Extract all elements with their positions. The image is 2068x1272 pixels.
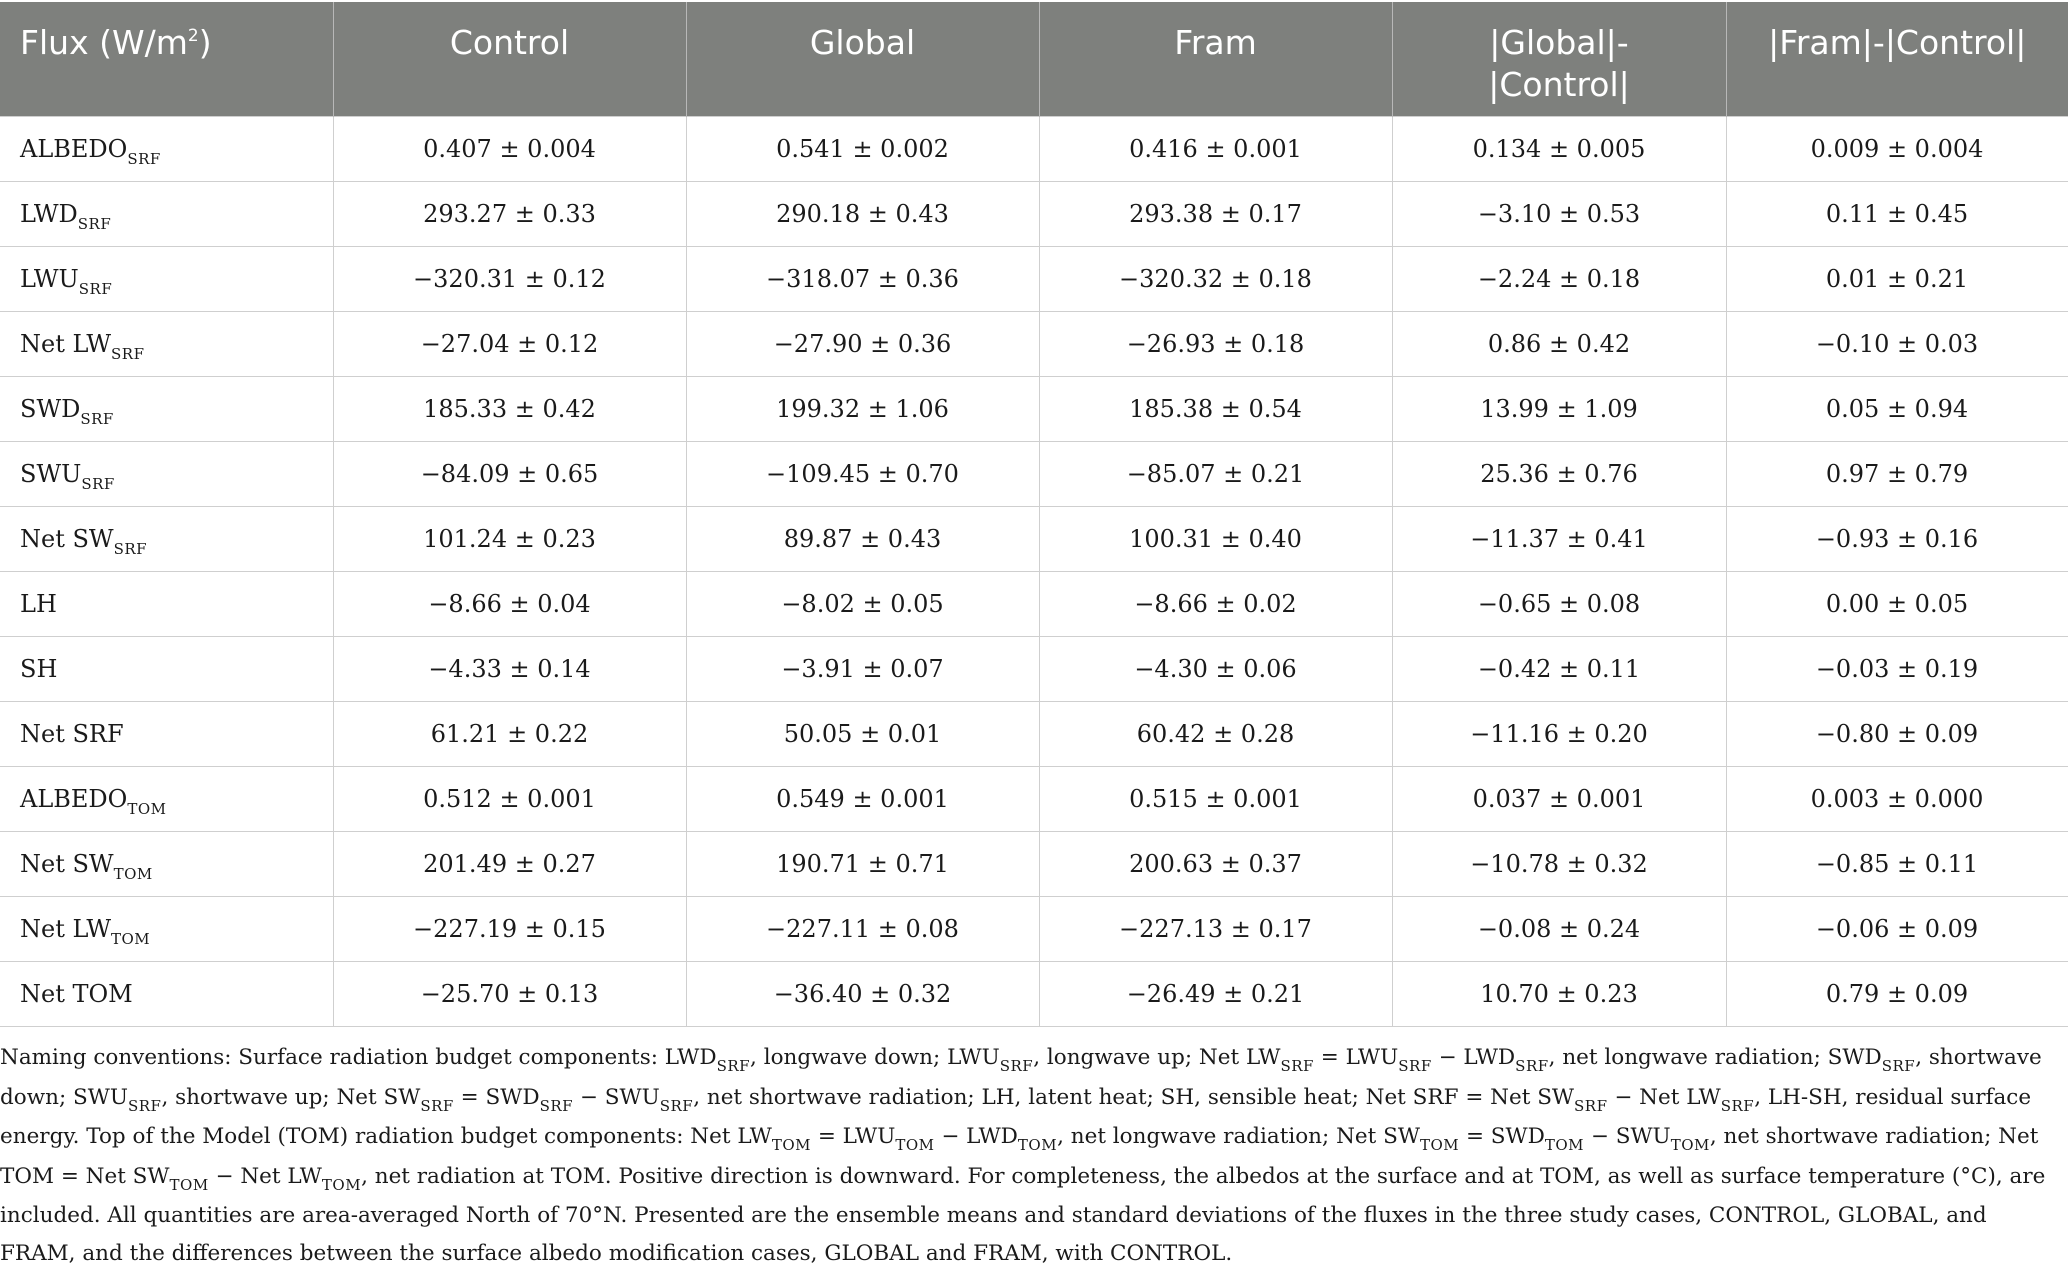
cell-global-diff: −11.16 ± 0.20	[1392, 701, 1726, 766]
row-label	[0, 766, 333, 831]
row-label-subscript: SRF	[78, 279, 113, 298]
row-label	[0, 636, 333, 701]
row-label	[0, 961, 333, 1026]
table-row	[0, 311, 2068, 376]
cell-fram-diff: −0.85 ± 0.11	[1726, 831, 2068, 896]
cell-control: 101.24 ± 0.23	[333, 506, 686, 571]
cell-control: 0.512 ± 0.001	[333, 766, 686, 831]
row-label	[0, 441, 333, 506]
cell-global-diff: −3.10 ± 0.53	[1392, 181, 1726, 246]
table-row	[0, 896, 2068, 961]
row-label	[0, 181, 333, 246]
cell-global: −36.40 ± 0.32	[686, 961, 1039, 1026]
cell-fram-diff: −0.06 ± 0.09	[1726, 896, 2068, 961]
cell-global: −318.07 ± 0.36	[686, 246, 1039, 311]
row-label	[0, 701, 333, 766]
cell-global: −3.91 ± 0.07	[686, 636, 1039, 701]
cell-global-diff: 0.86 ± 0.42	[1392, 311, 1726, 376]
row-label-subscript: SRF	[111, 344, 145, 363]
row-label-main: Net LW	[20, 329, 111, 358]
cell-fram: −227.13 ± 0.17	[1039, 896, 1392, 961]
row-label-main: Net SW	[20, 849, 114, 878]
cell-control: −25.70 ± 0.13	[333, 961, 686, 1026]
cell-global: 89.87 ± 0.43	[686, 506, 1039, 571]
row-label-subscript: SRF	[127, 149, 161, 168]
cell-fram: −85.07 ± 0.21	[1039, 441, 1392, 506]
row-label-subscript: SRF	[113, 539, 148, 558]
cell-control: 61.21 ± 0.22	[333, 701, 686, 766]
row-label-main: ALBEDO	[20, 134, 128, 163]
row-label	[0, 246, 333, 311]
cell-global: −8.02 ± 0.05	[686, 571, 1039, 636]
row-label	[0, 831, 333, 896]
cell-fram: −320.32 ± 0.18	[1039, 246, 1392, 311]
cell-fram-diff: −0.80 ± 0.09	[1726, 701, 2068, 766]
cell-global: 190.71 ± 0.71	[686, 831, 1039, 896]
cell-control: −84.09 ± 0.65	[333, 441, 686, 506]
row-label-subscript: TOM	[113, 864, 153, 883]
cell-global-diff: −0.65 ± 0.08	[1392, 571, 1726, 636]
cell-global-diff: 0.037 ± 0.001	[1392, 766, 1726, 831]
row-label	[0, 896, 333, 961]
table-row	[0, 766, 2068, 831]
cell-fram-diff: 0.003 ± 0.000	[1726, 766, 2068, 831]
row-label	[0, 311, 333, 376]
table-row	[0, 246, 2068, 311]
cell-global-diff: 0.134 ± 0.005	[1392, 116, 1726, 181]
row-label-main: Net LW	[20, 914, 111, 943]
row-label-main: SH	[20, 654, 58, 683]
cell-fram: −26.93 ± 0.18	[1039, 311, 1392, 376]
cell-fram-diff: 0.009 ± 0.004	[1726, 116, 2068, 181]
cell-control: 185.33 ± 0.42	[333, 376, 686, 441]
row-label-main: SWD	[20, 394, 81, 423]
header-fram: Fram	[1039, 2, 1392, 116]
row-label-subscript: SRF	[80, 409, 114, 428]
cell-global-diff: 25.36 ± 0.76	[1392, 441, 1726, 506]
cell-fram-diff: 0.79 ± 0.09	[1726, 961, 2068, 1026]
cell-fram-diff: 0.00 ± 0.05	[1726, 571, 2068, 636]
cell-fram: 0.416 ± 0.001	[1039, 116, 1392, 181]
header-global-minus-control: |Global|- |Control|	[1392, 2, 1726, 116]
cell-global-diff: 13.99 ± 1.09	[1392, 376, 1726, 441]
cell-global: 199.32 ± 1.06	[686, 376, 1039, 441]
cell-fram: 200.63 ± 0.37	[1039, 831, 1392, 896]
row-label-main: Net SW	[20, 524, 114, 553]
cell-global-diff: −10.78 ± 0.32	[1392, 831, 1726, 896]
row-label-main: Net SRF	[20, 719, 124, 748]
cell-fram: −4.30 ± 0.06	[1039, 636, 1392, 701]
cell-control: −27.04 ± 0.12	[333, 311, 686, 376]
row-label-main: LWD	[20, 199, 78, 228]
row-label-main: LWU	[20, 264, 79, 293]
cell-control: 201.49 ± 0.27	[333, 831, 686, 896]
cell-fram-diff: −0.93 ± 0.16	[1726, 506, 2068, 571]
cell-global-diff: −0.42 ± 0.11	[1392, 636, 1726, 701]
table-footnote: Naming conventions: Surface radiation budget components: $LWD_{SRF}$, longwave down; $LWU_{SRF}$, longwave up; Net $LW_{SRF} = LWU_{SRF} - LWD_{SRF}$, net longwave radiation; $SWD_{SRF}$, shortwave down; $SWU_{SRF}$, shortwave up; Net $SW_{SRF} = SWD_{SRF} - SWU_{SRF}$, net shortwave radiation; LH, latent heat; SH, sensible heat; Net SRF = Net $SW_{SRF}$ − Net $LW_{SRF}$, LH-SH, residual surface energy. Top of the Model (TOM) radiation budget components: Net $LW_{TOM} = LWU_{TOM} - LWD_{TOM}$, net longwave radiation; Net $SW_{TOM} = SWD_{TOM} - SWU_{TOM}$, net shortwave radiation; Net TOM = Net $SW_{TOM}$ − Net $LW_{TOM}$, net radiation at TOM. Positive direction is downward. For completeness, the albedos at the surface and at TOM, as well as surface temperature (°C), are included. All quantities are area-averaged North of 70°N. Presented are the ensemble means and standard deviations of the fluxes in the three study cases, CONTROL, GLOBAL, and FRAM, and the differences between the surface albedo modification cases, GLOBAL and FRAM, with CONTROL.	[0, 1045, 2046, 1266]
row-label-main: ALBEDO	[20, 784, 128, 813]
header-fram-minus-control: |Fram|-|Control|	[1726, 2, 2068, 116]
row-label-subscript: TOM	[127, 799, 167, 818]
cell-control: 293.27 ± 0.33	[333, 181, 686, 246]
table-header	[0, 2, 2068, 116]
cell-global: 0.549 ± 0.001	[686, 766, 1039, 831]
row-label-subscript: SRF	[77, 214, 112, 233]
row-label	[0, 376, 333, 441]
cell-control: −4.33 ± 0.14	[333, 636, 686, 701]
header-global: Global	[686, 2, 1039, 116]
cell-fram: 0.515 ± 0.001	[1039, 766, 1392, 831]
row-label-subscript: SRF	[81, 474, 115, 493]
row-label-main: SWU	[20, 459, 82, 488]
table-row	[0, 181, 2068, 246]
table-row	[0, 506, 2068, 571]
cell-fram: 60.42 ± 0.28	[1039, 701, 1392, 766]
cell-fram-diff: 0.97 ± 0.79	[1726, 441, 2068, 506]
cell-global: 290.18 ± 0.43	[686, 181, 1039, 246]
cell-fram: −26.49 ± 0.21	[1039, 961, 1392, 1026]
row-label	[0, 506, 333, 571]
row-label-main: Net TOM	[20, 979, 133, 1008]
cell-global: −227.11 ± 0.08	[686, 896, 1039, 961]
cell-global-diff: 10.70 ± 0.23	[1392, 961, 1726, 1026]
row-label	[0, 116, 333, 181]
cell-fram: 185.38 ± 0.54	[1039, 376, 1392, 441]
row-label	[0, 571, 333, 636]
header-control: Control	[333, 2, 686, 116]
table-row	[0, 571, 2068, 636]
table-row	[0, 116, 2068, 181]
table-row	[0, 441, 2068, 506]
cell-fram-diff: −0.10 ± 0.03	[1726, 311, 2068, 376]
table-row	[0, 831, 2068, 896]
table-body	[0, 116, 2068, 1026]
table-row	[0, 636, 2068, 701]
cell-control: 0.407 ± 0.004	[333, 116, 686, 181]
cell-fram: 100.31 ± 0.40	[1039, 506, 1392, 571]
cell-fram-diff: −0.03 ± 0.19	[1726, 636, 2068, 701]
table-row	[0, 701, 2068, 766]
cell-control: −227.19 ± 0.15	[333, 896, 686, 961]
header-row	[0, 2, 2068, 116]
cell-fram-diff: 0.11 ± 0.45	[1726, 181, 2068, 246]
header-flux: Flux $(W/m^2)$	[20, 23, 212, 62]
cell-global-diff: −0.08 ± 0.24	[1392, 896, 1726, 961]
row-label-subscript: TOM	[111, 929, 151, 948]
cell-control: −320.31 ± 0.12	[333, 246, 686, 311]
cell-global-diff: −2.24 ± 0.18	[1392, 246, 1726, 311]
table-row	[0, 376, 2068, 441]
cell-global-diff: −11.37 ± 0.41	[1392, 506, 1726, 571]
cell-global: −109.45 ± 0.70	[686, 441, 1039, 506]
cell-global: −27.90 ± 0.36	[686, 311, 1039, 376]
cell-fram-diff: 0.05 ± 0.94	[1726, 376, 2068, 441]
cell-fram: −8.66 ± 0.02	[1039, 571, 1392, 636]
cell-fram-diff: 0.01 ± 0.21	[1726, 246, 2068, 311]
cell-control: −8.66 ± 0.04	[333, 571, 686, 636]
cell-fram: 293.38 ± 0.17	[1039, 181, 1392, 246]
flux-table	[0, 2, 2068, 1027]
cell-global: 50.05 ± 0.01	[686, 701, 1039, 766]
table-row	[0, 961, 2068, 1026]
row-label-main: LH	[20, 589, 57, 618]
cell-global: 0.541 ± 0.002	[686, 116, 1039, 181]
